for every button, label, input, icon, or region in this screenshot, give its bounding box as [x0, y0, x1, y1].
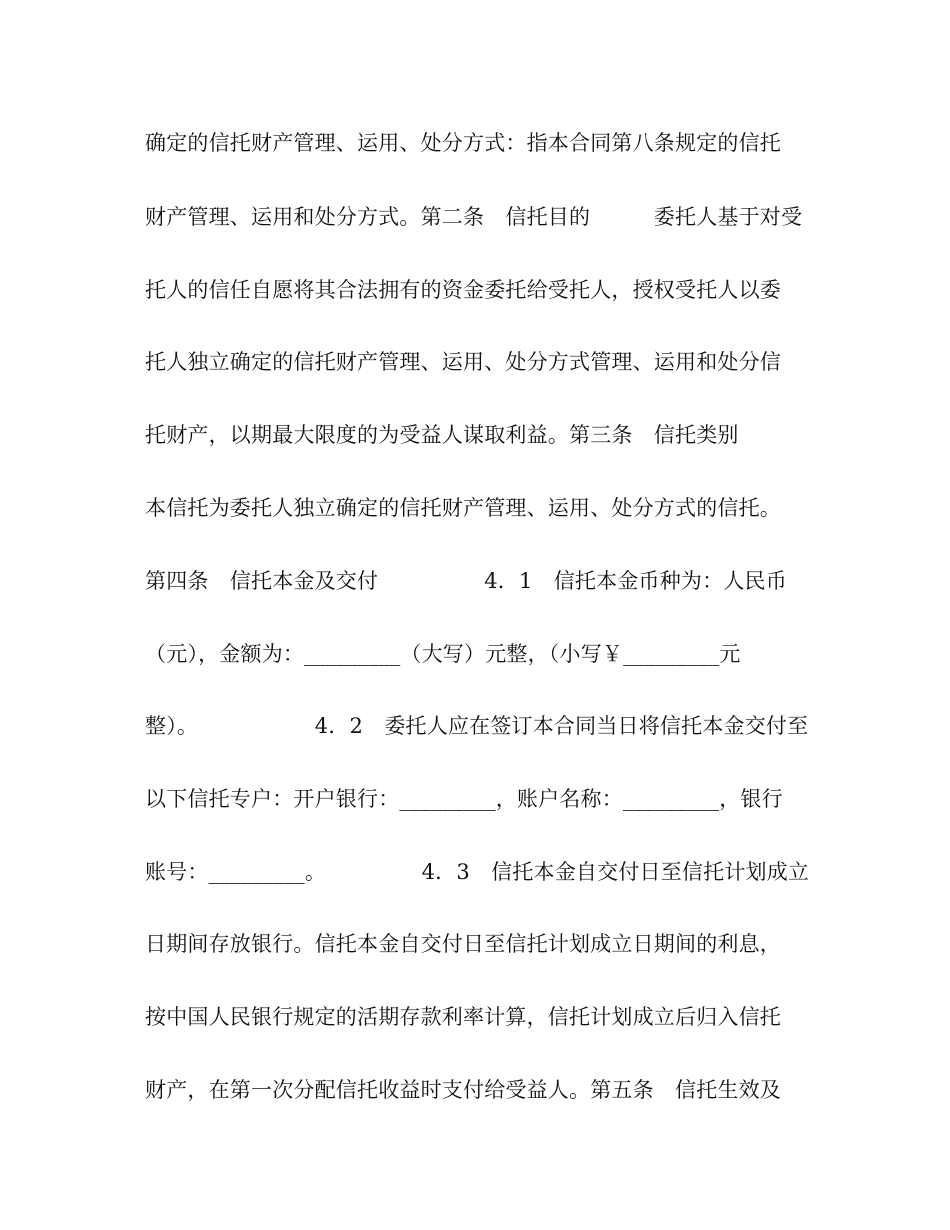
text-line: 第四条 信托本金及交付 4．1 信托本金币种为：人民币: [145, 569, 787, 593]
text-line: 整）。 4．2 委托人应在签订本合同当日将信托本金交付至: [145, 714, 809, 738]
text-line: 财产管理、运用和处分方式。第二条 信托目的 委托人基于对受: [145, 205, 803, 229]
text-line: 日期间存放银行。信托本金自交付日至信托计划成立日期间的利息，: [145, 932, 781, 956]
text-line: （元），金额为：_________（大写）元整，（小写￥_________元: [145, 642, 741, 666]
text-line: 确定的信托财产管理、运用、处分方式：指本合同第八条规定的信托: [145, 131, 781, 155]
text-line: 账号：_________。 4．3 信托本金自交付日至信托计划成立: [145, 860, 810, 884]
text-line: 托人独立确定的信托财产管理、运用、处分方式管理、运用和处分信: [145, 350, 781, 374]
text-line: 托人的信任自愿将其合法拥有的资金委托给受托人，授权受托人以委: [145, 278, 781, 302]
text-line: 以下信托专户：开户银行：_________，账户名称：_________，银行: [145, 787, 783, 811]
text-line: 托财产，以期最大限度的为受益人谋取利益。第三条 信托类别: [145, 423, 739, 447]
text-line: 按中国人民银行规定的活期存款利率计算，信托计划成立后归入信托: [145, 1005, 781, 1029]
text-line: 财产，在第一次分配信托收益时支付给受益人。第五条 信托生效及: [145, 1078, 781, 1102]
text-line: 本信托为委托人独立确定的信托财产管理、运用、处分方式的信托。: [145, 496, 781, 520]
